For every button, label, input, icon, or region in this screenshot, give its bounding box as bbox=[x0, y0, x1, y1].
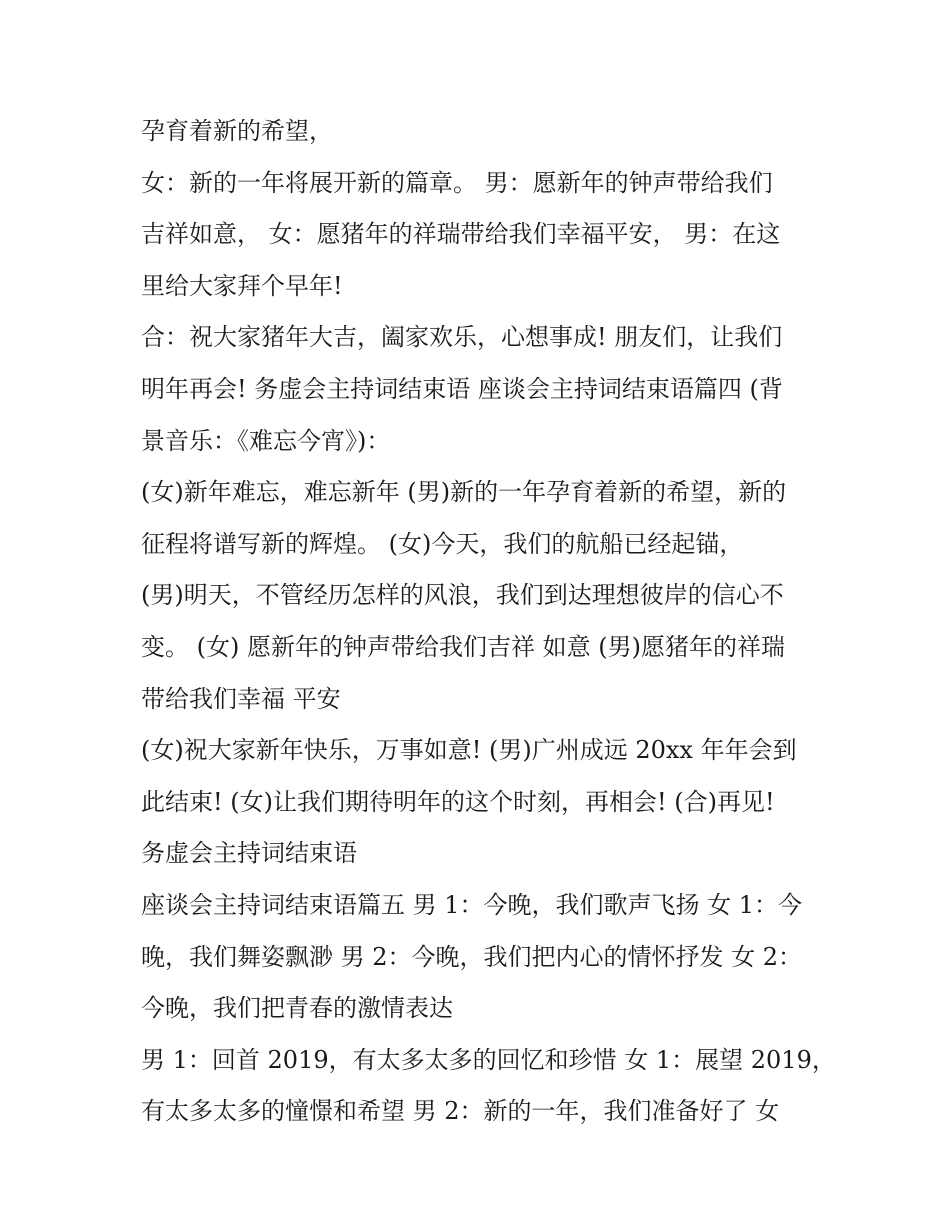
text-line: 有太多太多的憧憬和希望 男 2：新的一年，我们准备好了 女 bbox=[141, 1097, 780, 1126]
text-line: 合：祝大家猪年大吉，阖家欢乐，心想事成! 朋友们，让我们 bbox=[141, 323, 783, 352]
text-line: 里给大家拜个早年! bbox=[141, 271, 343, 300]
text-line: 女：新的一年将展开新的篇章。 男：愿新年的钟声带给我们 bbox=[141, 168, 773, 197]
text-line: 征程将谱写新的辉煌。 (女)今天，我们的航船已经起锚， bbox=[141, 529, 744, 558]
text-line: 吉祥如意， 女：愿猪年的祥瑞带给我们幸福平安， 男：在这 bbox=[141, 220, 781, 249]
text-line: (女)祝大家新年快乐，万事如意! (男)广州成远 20xx 年年会到 bbox=[141, 736, 797, 765]
text-line: 孕育着新的希望， bbox=[141, 117, 333, 145]
text-line: (男)明天，不管经历怎样的风浪，我们到达理想彼岸的信心不 bbox=[141, 581, 784, 610]
document-body bbox=[141, 106, 836, 1138]
text-line: 明年再会! 务虚会主持词结束语 座谈会主持词结束语篇四 (背 bbox=[141, 374, 783, 403]
text-line: 今晚，我们把青春的激情表达 bbox=[141, 994, 453, 1023]
text-line: 景音乐：《难忘今宵》)： bbox=[141, 426, 391, 455]
text-line: 男 1：回首 2019，有太多太多的回忆和珍惜 女 1：展望 2019， bbox=[141, 1045, 836, 1074]
text-line: 务虚会主持词结束语 bbox=[141, 839, 357, 868]
text-line: 晚，我们舞姿飘渺 男 2：今晚，我们把内心的情怀抒发 女 2： bbox=[141, 942, 803, 971]
text-line: 带给我们幸福 平安 bbox=[141, 684, 341, 713]
text-line: (女)新年难忘，难忘新年 (男)新的一年孕育着新的希望，新的 bbox=[141, 478, 787, 507]
text-line: 此结束! (女)让我们期待明年的这个时刻，再相会! (合)再见! bbox=[141, 787, 775, 816]
text-line: 座谈会主持词结束语篇五 男 1：今晚，我们歌声飞扬 女 1：今 bbox=[141, 890, 803, 919]
text-line: 变。 (女) 愿新年的钟声带给我们吉祥 如意 (男)愿猪年的祥瑞 bbox=[141, 632, 785, 661]
